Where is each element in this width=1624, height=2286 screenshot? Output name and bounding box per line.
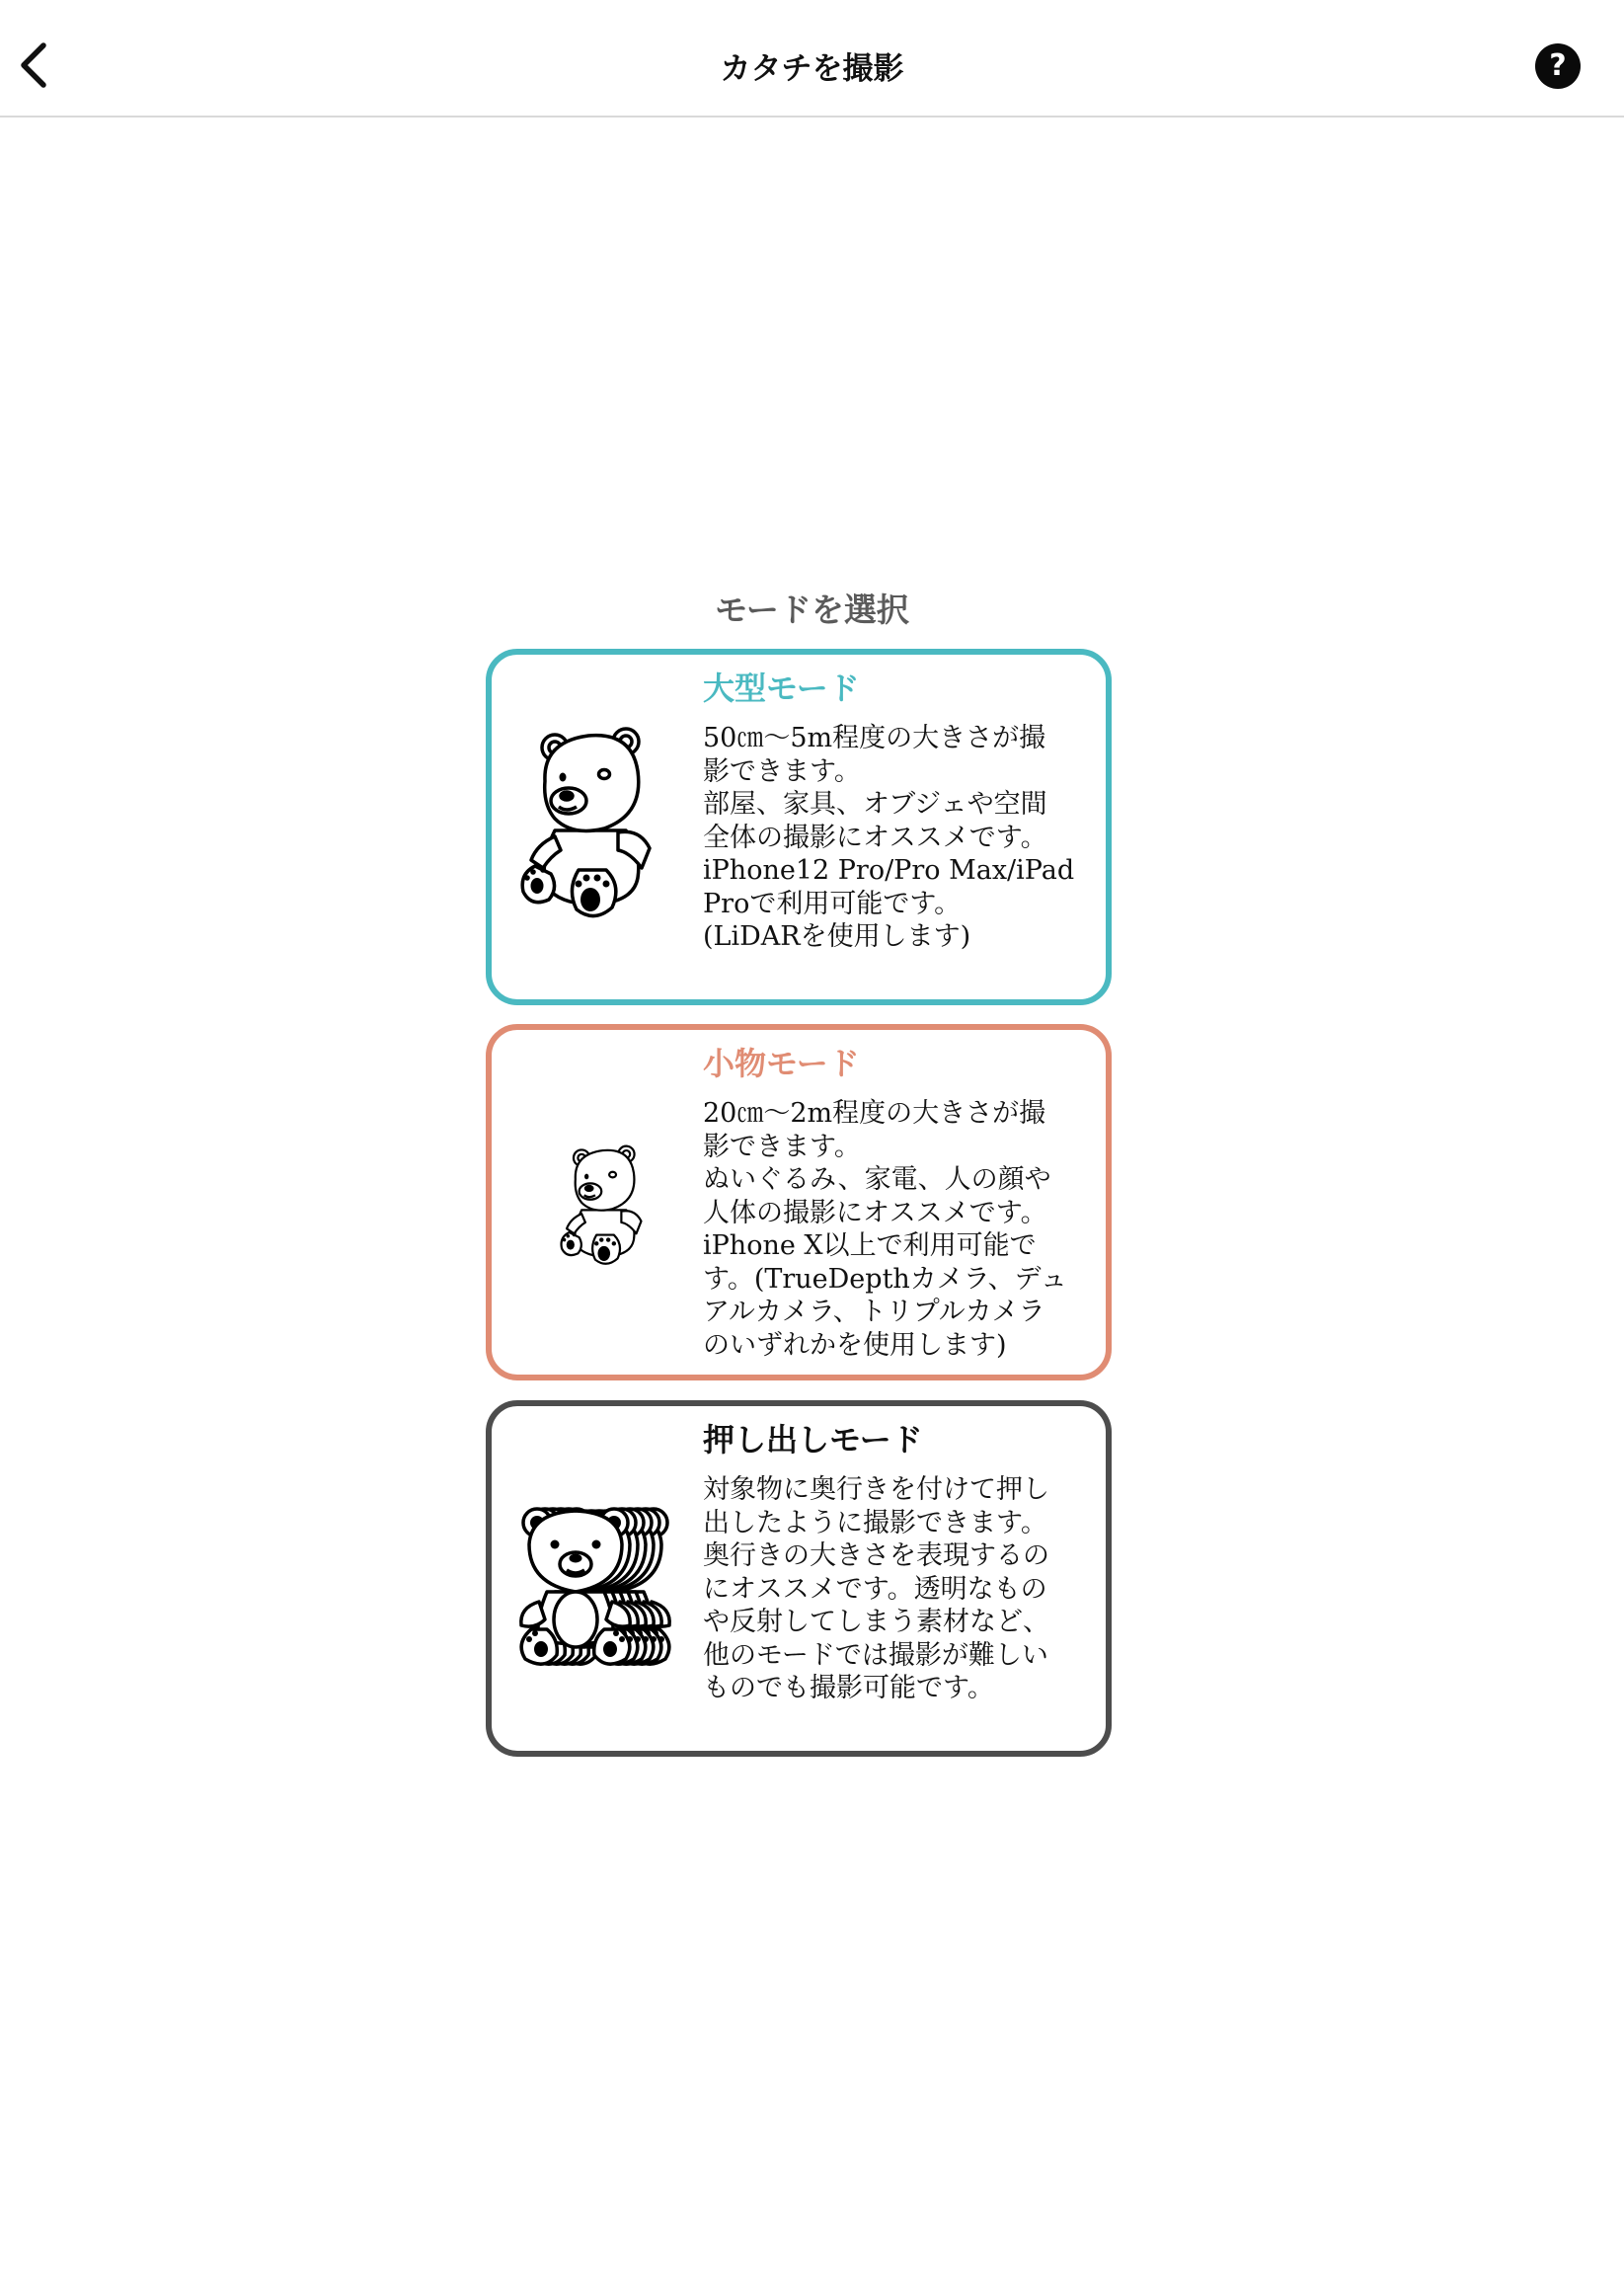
extrusion-mode-card[interactable] (486, 1400, 1112, 1757)
navigation-bar (0, 0, 1624, 118)
extrusion-mode-title: 押し出しモード (703, 1421, 923, 1458)
section-title: モードを選択 (715, 591, 909, 629)
teddy-bear-large-icon (511, 720, 657, 927)
large-mode-description: 50㎝〜5m程度の大きさが撮 影できます。 部屋、家具、オブジェや空間 全体の撮影にオススメです。 iPhone12 Pro/Pro Max/iPad Proで利用可能です。 (LiDARを使用します) (703, 723, 1075, 952)
small-mode-title: 小物モード (703, 1045, 860, 1082)
small-mode-card[interactable] (486, 1024, 1112, 1380)
help-button[interactable] (1535, 43, 1581, 89)
teddy-bear-small-icon (551, 1141, 650, 1271)
extrusion-mode-description: 対象物に奥行きを付けて押し 出したように撮影できます。 奥行きの大きさを表現するの にオススメです。透明なもの や反射してしまう素材など、 他のモードでは撮影が難しい ものでも撮影可能です。 (703, 1474, 1049, 1703)
large-mode-card[interactable] (486, 649, 1112, 1005)
page-title: カタチを撮影 (720, 51, 904, 87)
help-icon: ? (1549, 48, 1567, 83)
large-mode-title: 大型モード (703, 670, 860, 707)
small-mode-description: 20㎝〜2m程度の大きさが撮 影できます。 ぬいぐるみ、家電、人の顔や 人体の撮影にオススメです。 iPhone X以上で利用可能で す。(TrueDepthカメラ、デュ アルカメラ、トリプルカメラ のいずれかを使用します) (703, 1098, 1067, 1361)
teddy-bear-extruded-icon (511, 1485, 685, 1683)
